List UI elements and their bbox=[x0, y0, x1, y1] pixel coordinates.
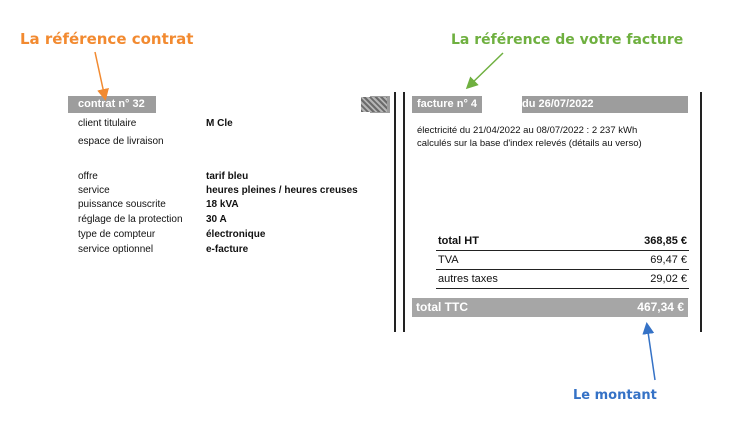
invoice-ref-arrow bbox=[468, 53, 503, 87]
amount-arrow bbox=[647, 325, 655, 380]
contract-value: e-facture bbox=[206, 244, 249, 255]
contract-label: réglage de la protection bbox=[78, 214, 183, 225]
contract-label: offre bbox=[78, 171, 98, 182]
total-ht-label: total HT bbox=[438, 235, 479, 247]
consumption-basis: calculés sur la base d'index relevés (détails au verso) bbox=[417, 138, 642, 149]
contract-value: heures pleines / heures creuses bbox=[206, 185, 358, 196]
contract-label: espace de livraison bbox=[78, 136, 164, 147]
contract-value: 18 kVA bbox=[206, 199, 239, 210]
contract-reference-callout: La référence contrat bbox=[20, 30, 194, 48]
contract-label: type de compteur bbox=[78, 229, 156, 240]
total-ht-value: 368,85 € bbox=[644, 235, 687, 247]
contract-value: M Cle bbox=[206, 118, 233, 129]
contract-number: contrat n° 32 bbox=[78, 98, 145, 110]
total-ttc-label: total TTC bbox=[416, 300, 468, 314]
contract-label: puissance souscrite bbox=[78, 199, 166, 210]
contract-ref-arrow bbox=[95, 52, 105, 98]
other-taxes-value: 29,02 € bbox=[650, 273, 687, 285]
consumption-period: électricité du 21/04/2022 au 08/07/2022 : 2 237 kWh bbox=[417, 125, 638, 136]
amount-callout: Le montant bbox=[573, 388, 657, 403]
tva-value: 69,47 € bbox=[650, 254, 687, 266]
invoice-reference-callout: La référence de votre facture bbox=[451, 32, 684, 48]
contract-label: service bbox=[78, 185, 110, 196]
other-taxes-label: autres taxes bbox=[438, 273, 498, 285]
contract-value: tarif bleu bbox=[206, 171, 249, 182]
total-ttc-value: 467,34 € bbox=[637, 300, 684, 314]
invoice-date: du 26/07/2022 bbox=[522, 98, 594, 110]
contract-value: 30 A bbox=[206, 214, 227, 225]
contract-label: client titulaire bbox=[78, 118, 137, 129]
tva-label: TVA bbox=[438, 254, 459, 266]
contract-value: électronique bbox=[206, 229, 266, 240]
contract-label: service optionnel bbox=[78, 244, 154, 255]
invoice-number: facture n° 4 bbox=[417, 98, 478, 110]
